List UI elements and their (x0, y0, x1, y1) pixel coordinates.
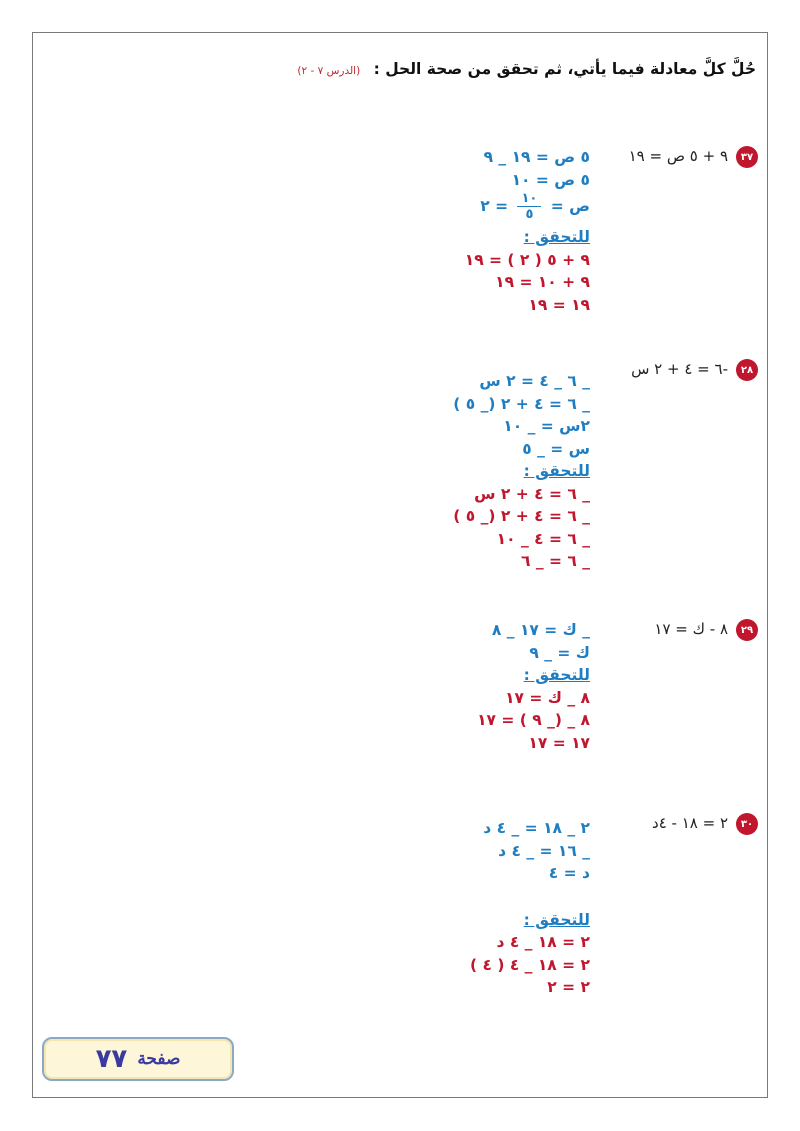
problem-number-badge: ٢٨ (736, 359, 758, 381)
solution-step: د = ٤ (548, 864, 590, 882)
check-label: للتحقق : (523, 910, 590, 929)
solution-block (465, 146, 590, 316)
fraction (517, 191, 541, 222)
solution-step: س = _ ٥ (522, 439, 590, 458)
solution-step: ٢س = _ ١٠ (503, 417, 590, 435)
check-step: ٩ + ١٠ = ١٩ (495, 273, 590, 291)
check-step: ٨ _ ك = ١٧ (505, 688, 590, 707)
solution-step: ك = _ ٩ (529, 643, 590, 662)
solution-block (477, 619, 590, 754)
solution-step: ٢ _ ١٨ = _ ٤ د (483, 819, 590, 837)
problem-equation: ٨ - ك = ١٧ (654, 620, 728, 638)
check-label: للتحقق : (523, 462, 590, 480)
solution-step: ٥ ص = ١٩ _ ٩ (483, 148, 590, 166)
check-step: ٨ _ (_ ٩ ) = ١٧ (477, 711, 590, 729)
problem-number-badge: ٣٠ (736, 813, 758, 835)
check-step: ٩ + ٥ ( ٢ ) = ١٩ (464, 250, 590, 269)
instruction-header (297, 60, 756, 78)
check-label: للتحقق : (523, 666, 590, 684)
check-step: ٢ = ١٨ _ ٤ ( ٤ ) (469, 955, 590, 974)
lesson-reference: (الدرس ٧ - ٢) (297, 65, 361, 77)
fraction-denominator: ٥ (525, 207, 534, 222)
check-label: للتحقق : (523, 228, 590, 246)
page-label: صفحة (137, 1049, 181, 1069)
instruction-text: حُلَّ كلَّ معادلة فيما يأتي، ثم تحقق من صحة الحل : (373, 60, 756, 78)
check-step: _ ٦ = ٤ + ٢ س (474, 484, 590, 503)
problem-equation: ٢ = ١٨ - ٤د (652, 814, 728, 832)
check-step: ١٩ = ١٩ (528, 295, 590, 314)
solution-step: _ ٦ = ٤ + ٢ (_ ٥ ) (453, 394, 590, 413)
check-step: ٢ = ٢ (547, 978, 590, 996)
check-step: _ ٦ = ٤ + ٢ (_ ٥ ) (453, 507, 590, 525)
check-step: ١٧ = ١٧ (528, 733, 590, 752)
page-number-badge (42, 1037, 234, 1081)
problem-equation: ٩ + ٥ ص = ١٩ (628, 147, 728, 165)
solution-fraction-step (465, 191, 590, 222)
solution-step: _ ٦ _ ٤ = ٢ س (479, 372, 590, 390)
solution-step: _ ١٦ = _ ٤ د (498, 841, 590, 860)
fraction-rhs: = ٢ (480, 197, 509, 215)
solution-block (470, 817, 590, 999)
check-step: _ ٦ = ٤ _ ١٠ (496, 529, 590, 548)
fraction-lhs: ص = (550, 197, 590, 215)
solution-block (453, 370, 590, 573)
problem-equation: -٦ = ٤ + ٢ س (631, 360, 728, 378)
problem-number-badge: ٣٧ (736, 146, 758, 168)
problem-number-badge: ٢٩ (736, 619, 758, 641)
page-number: ٧٧ (95, 1044, 128, 1074)
fraction-numerator: ١٠ (517, 191, 541, 207)
page-frame (32, 32, 768, 1098)
check-step: _ ٦ = _ ٦ (520, 552, 590, 570)
solution-step: _ ك = ١٧ _ ٨ (491, 621, 590, 639)
check-step: ٢ = ١٨ _ ٤ د (496, 933, 590, 951)
solution-step: ٥ ص = ١٠ (511, 170, 590, 189)
